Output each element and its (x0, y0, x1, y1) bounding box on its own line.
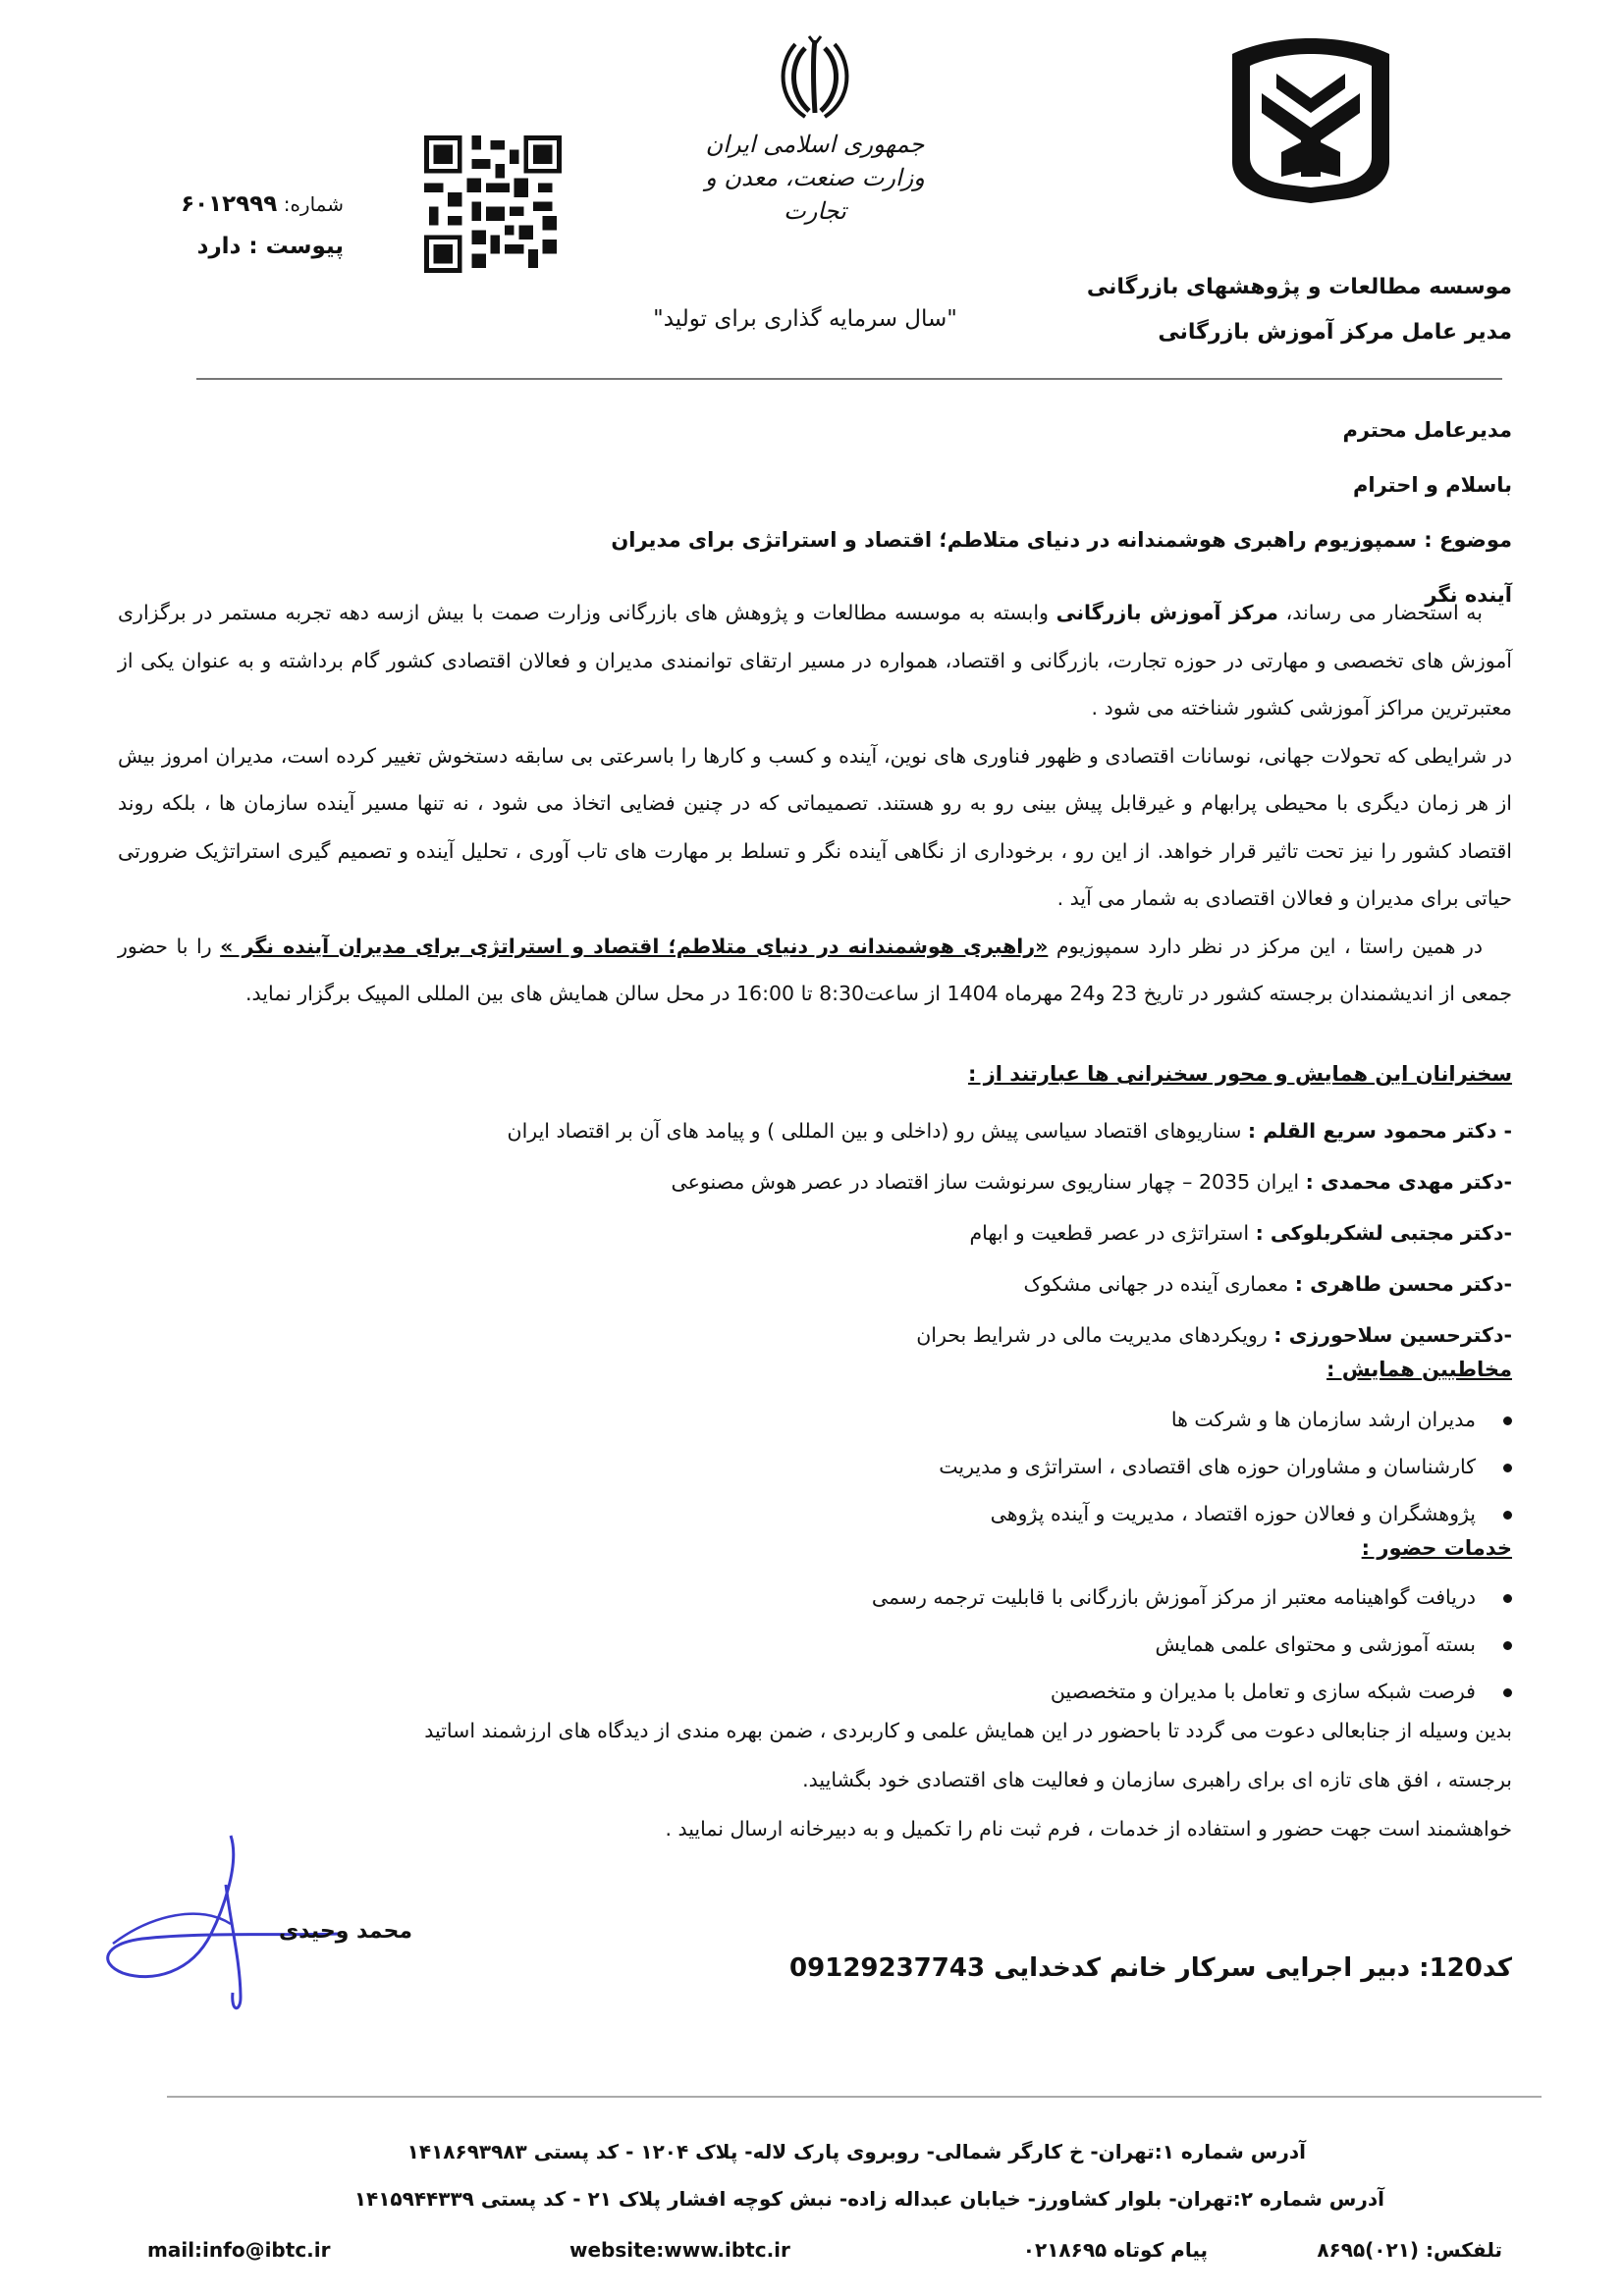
list-item (687, 1621, 1512, 1668)
bullet-icon (1503, 1416, 1512, 1425)
ministry-seal-text (677, 128, 952, 228)
speaker-name: -دکتر مجتبی لشکربلوکی : (1255, 1221, 1512, 1245)
speaker-name: - دکتر محمود سریع القلم : (1247, 1119, 1512, 1143)
p3-text-a: در همین راستا ، این مرکز در نظر دارد سمپوزیوم (1048, 934, 1483, 958)
subject-line: موضوع : سمپوزیوم راهبری هوشمندانه در دنیای متلاطم؛ اقتصاد و استراتژی برای مدیران آینده نگر (611, 528, 1512, 607)
list-item (687, 1443, 1512, 1490)
speaker-name: -دکتر مهدی محمدی : (1305, 1170, 1512, 1194)
p1-text-c: وابسته به موسسه مطالعات و پژوهش های بازرگانی وزارت صمت با بیش ازسه دهه تجربه مستمر در برگزاری آموزش های تخصصی و مهارتی در حوزه تجارت، بازرگانی و اقتصاد، همواره در مسیر ارتقای توانمندی مدیران و فعالان اقتصادی کشور گام برداشته و به عنوان یکی از معتبرترین مراکز آموزشی کشور شناخته می شود . (118, 601, 1512, 720)
audience-item: مدیران ارشد سازمان ها و شرکت ها (1170, 1408, 1476, 1431)
speakers-list (393, 1105, 1512, 1361)
attachment-status: پیوست : دارد (196, 234, 344, 259)
national-emblem-icon (776, 34, 854, 123)
speaker-item (393, 1105, 1512, 1156)
audience-item: پژوهشگران و فعالان حوزه اقتصاد ، مدیریت و آینده پژوهی (990, 1502, 1476, 1525)
service-item: دریافت گواهینامه معتبر از مرکز آموزش بازرگانی با قابلیت ترجمه رسمی (871, 1585, 1476, 1609)
event-title: «راهبری هوشمندانه در دنیای متلاطم؛ اقتصاد و استراتژی برای مدیران آینده نگر » (220, 934, 1049, 958)
list-item (687, 1574, 1512, 1621)
letter-number (118, 191, 344, 217)
speaker-item (393, 1207, 1512, 1258)
speaker-name: -دکتر محسن طاهری : (1294, 1272, 1512, 1296)
bullet-icon (1503, 1688, 1512, 1697)
list-item (687, 1396, 1512, 1443)
bullet-icon (1503, 1464, 1512, 1472)
qr-code (424, 135, 562, 273)
speaker-topic: رویکردهای مدیریت مالی در شرایط بحران (916, 1323, 1274, 1347)
audience-list (687, 1396, 1512, 1537)
footer-divider (167, 2096, 1542, 2098)
p1-text-a: به استحضار می رساند، (1277, 601, 1484, 624)
speaker-name: -دکترحسین سلاحورزی : (1273, 1323, 1512, 1347)
number-label: شماره: (283, 192, 344, 216)
salutation: باسلام و احترام (1353, 473, 1512, 497)
phone: تلفکس: (۰۲۱)۸۶۹۵ (1317, 2238, 1502, 2262)
bullet-icon (1503, 1511, 1512, 1520)
addressee: مدیرعامل محترم (1342, 418, 1512, 442)
website-link[interactable]: website:www.ibtc.ir (569, 2238, 790, 2262)
header-divider (196, 378, 1502, 380)
speaker-topic: معماری آینده در جهانی مشکوک (1023, 1272, 1295, 1296)
speaker-topic: ایران 2035 – چهار سناریوی سرنوشت ساز اقتصاد در عصر هوش مصنوعی (671, 1170, 1306, 1194)
service-item: فرصت شبکه سازی و تعامل با مدیران و متخصصین (1050, 1680, 1476, 1703)
speaker-item (393, 1258, 1512, 1309)
paragraph-context: در شرایطی که تحولات جهانی، نوسانات اقتصادی و ظهور فناوری های نوین، آینده و کسب و کارها را باسرعتی بی سابقه دستخوش تغییر کرده است، مدیران امروز بیش از هر زمان دیگری با محیطی پرابهام و غیرقابل پیش بینی رو به رو هستند. تصمیماتی که در چنین فضایی اتخاذ می شود ، نه تنها مسیر آینده سازمان ها ، بلکه روند اقتصاد کشور را نیز تحت تاثیر قرار خواهد. از این رو ، برخوداری از نگاهی آینده نگر و تسلط بر مهارت های تاب آوری ، تحلیل آینده و تصمیم گیری استراتژیک ضرورتی حیاتی برای مدیران و فعالان اقتصادی به شمار می آید . (118, 743, 1512, 910)
bullet-icon (1503, 1641, 1512, 1650)
institute-logo (1222, 34, 1399, 206)
institute-line-2: مدیر عامل مرکز آموزش بازرگانی (1158, 320, 1512, 345)
institute-title (1041, 265, 1512, 355)
center-name: مرکز آموزش بازرگانی (1056, 601, 1278, 624)
services-heading: خدمات حضور : (1361, 1536, 1512, 1560)
signer-name: محمد وحیدی (279, 1919, 412, 1944)
closing-line-1: بدین وسیله از جنابعالی دعوت می گردد تا باحضور در این همایش علمی و کاربردی ، ضمن بهره مندی از دیدگاه های ارزشمند اساتید (424, 1719, 1512, 1742)
letter-body (118, 589, 1512, 1018)
executive-contact: کد120: دبیر اجرایی سرکار خانم کدخدایی 09129237743 (789, 1953, 1512, 1983)
speaker-item (393, 1309, 1512, 1361)
gov-line-1: جمهوری اسلامی ایران (705, 131, 925, 158)
speaker-topic: سناریوهای اقتصاد سیاسی پیش رو (داخلی و بین المللی ) و پیامد های آن بر اقتصاد ایران (507, 1119, 1248, 1143)
services-list (687, 1574, 1512, 1715)
paragraph-intro (118, 589, 1512, 732)
address-1: آدرس شماره ۱:تهران- خ کارگر شمالی- روبروی پارک لاله- پلاک ۱۲۰۴ - کد پستی ۱۴۱۸۶۹۳۹۸۳ (406, 2140, 1306, 2163)
service-item: بسته آموزشی و محتوای علمی همایش (1155, 1632, 1476, 1656)
p3-text-c: را با حضور جمعی از اندیشمندان برجسته کشور در تاریخ 23 و24 مهرماه 1404 از ساعت8:30 تا 16:00 در محل سالن همایش های بین المللی المپیک برگزار نماید. (118, 934, 1512, 1005)
paragraph-event (118, 923, 1512, 1018)
closing-line-3: خواهشمند است جهت حضور و استفاده از خدمات ، فرم ثبت نام را تکمیل و به دبیرخانه ارسال نمایید . (665, 1817, 1512, 1841)
contact-row (147, 2238, 1502, 2277)
audience-heading: مخاطبین همایش : (1326, 1358, 1512, 1381)
speaker-topic: استراتژی در عصر قطعیت و ابهام (969, 1221, 1256, 1245)
number-value: ۶۰۱۲۹۹۹ (181, 191, 278, 217)
closing-line-2: برجسته ، افق های تازه ای برای راهبری سازمان و فعالیت های اقتصادی خود بگشایید. (802, 1768, 1512, 1791)
speakers-heading: سخنرانان این همایش و محور سخنرانی ها عبارتند از : (968, 1062, 1512, 1086)
email-link[interactable]: mail:info@ibtc.ir (147, 2238, 331, 2262)
address-2: آدرس شماره ۲:تهران- بلوار کشاورز- خیابان عبداله زاده- نبش کوچه افشار پلاک ۲۱ - کد پستی ۱۴۱۵۹۴۴۳۳۹ (353, 2187, 1384, 2211)
gov-line-2: وزارت صنعت، معدن و تجارت (705, 164, 925, 225)
list-item (687, 1490, 1512, 1537)
audience-item: کارشناسان و مشاوران حوزه های اقتصادی ، استراتژی و مدیریت (939, 1455, 1476, 1478)
bullet-icon (1503, 1594, 1512, 1603)
year-motto: "سال سرمایه گذاری برای تولید" (653, 306, 957, 332)
institute-line-1: موسسه مطالعات و پژوهشهای بازرگانی (1086, 275, 1512, 299)
sms-number: پیام کوتاه ۰۲۱۸۶۹۵ (1022, 2238, 1208, 2262)
speaker-item (393, 1156, 1512, 1207)
